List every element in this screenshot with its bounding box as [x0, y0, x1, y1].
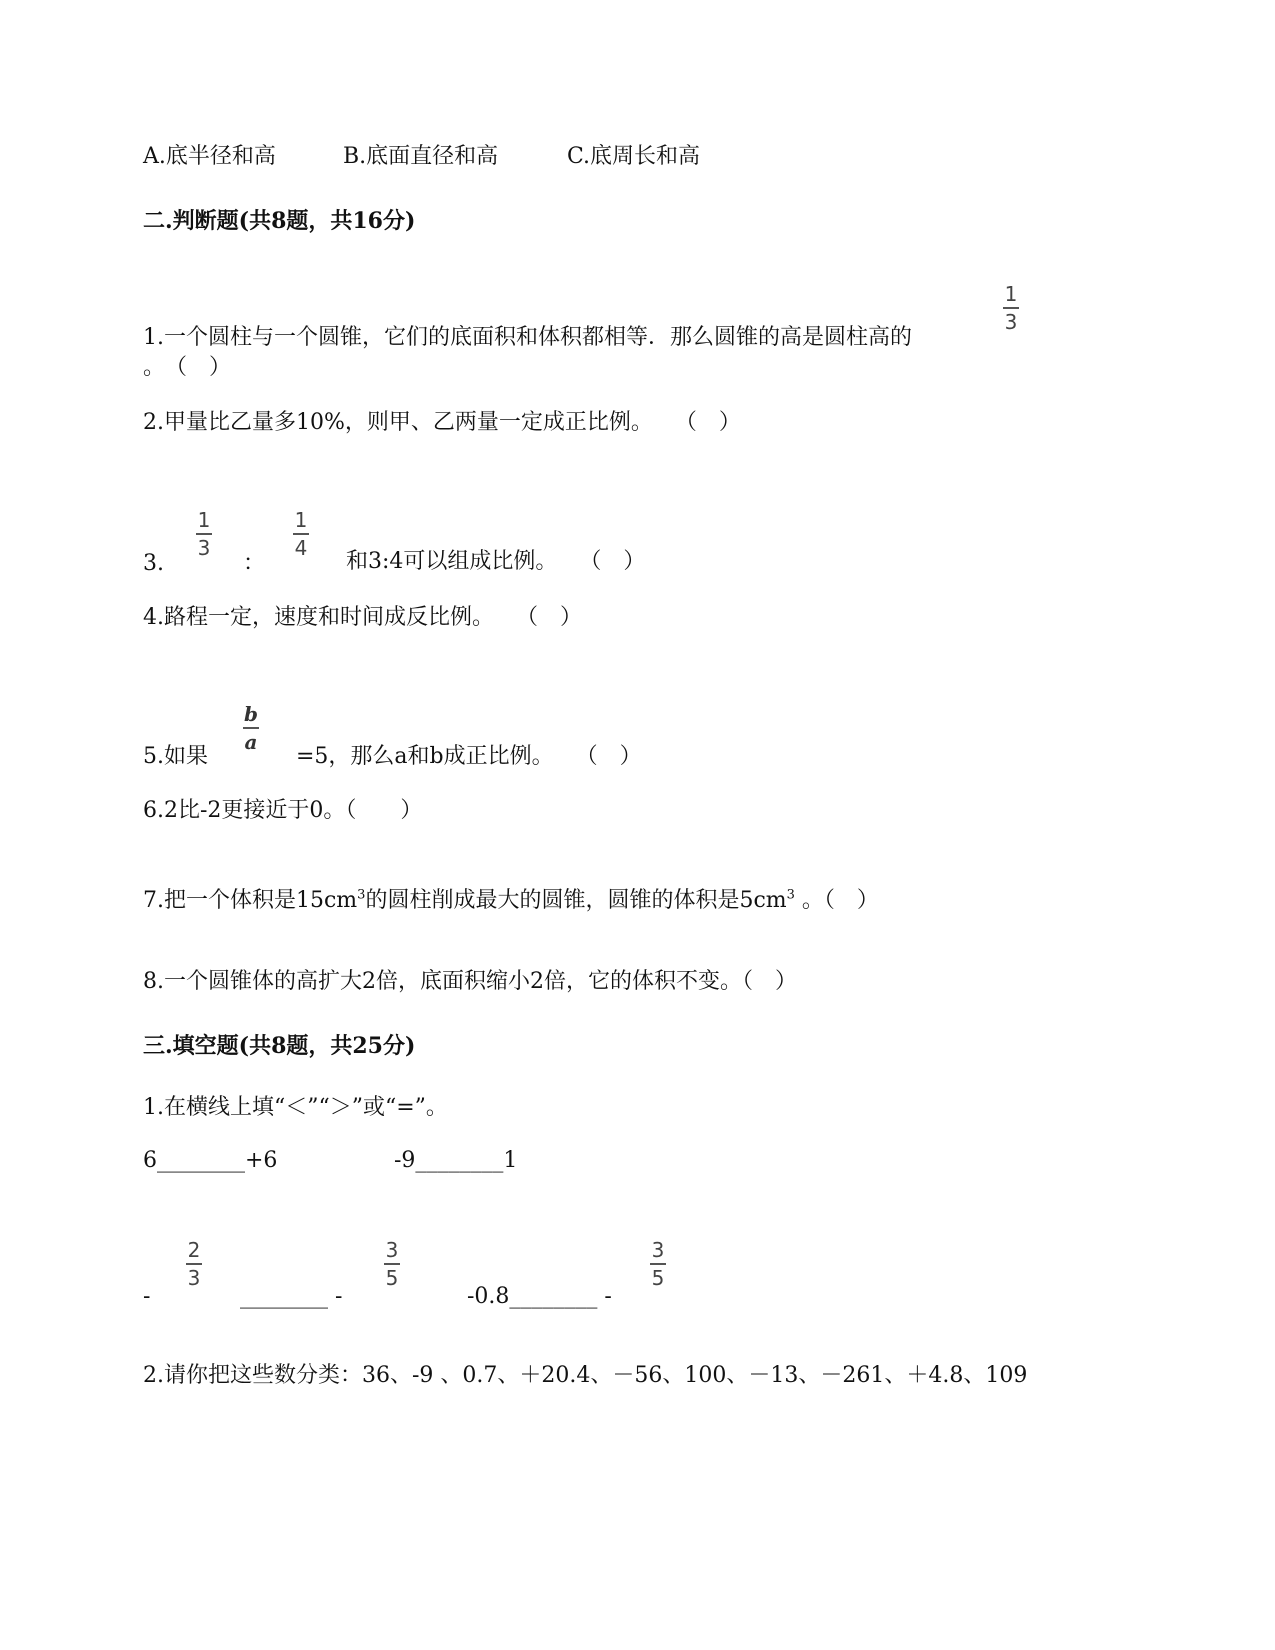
option-b: B.底面直径和高 [343, 144, 499, 169]
fraction-denominator: a [244, 729, 258, 754]
question-7-part2: 的圆柱削成最大的圆锥，圆锥的体积是5cm [365, 888, 787, 913]
fraction-denominator: 3 [187, 1265, 201, 1290]
judgement-question-5-prefix: 5.如果 [143, 744, 208, 769]
fraction-numerator: 1 [294, 508, 308, 532]
option-a: A.底半径和高 [143, 144, 276, 169]
judgement-question-8: 8.一个圆锥体的高扩大2倍，底面积缩小2倍，它的体积不变。（ ） [143, 969, 797, 994]
fraction-bar [196, 533, 212, 535]
fraction-two-thirds [186, 1240, 202, 1288]
fraction-bar [243, 727, 259, 729]
section-heading-judgement: 二.判断题(共8题，共16分) [143, 208, 416, 234]
fraction-b-over-a [243, 704, 259, 752]
fraction-bar [650, 1263, 666, 1265]
question-7-part3: 。（ ） [794, 888, 879, 913]
fraction-numerator: 3 [385, 1238, 399, 1262]
fraction-three-fifths [384, 1240, 400, 1288]
fill-row2-blank: ________ - [240, 1284, 343, 1309]
judgement-question-4: 4.路程一定，速度和时间成反比例。 （ ） [143, 605, 582, 630]
fill-question-1: 1.在横线上填“＜”“＞”或“=”。 [143, 1095, 448, 1120]
fraction-bar [384, 1263, 400, 1265]
fraction-denominator: 3 [1004, 309, 1018, 334]
fraction-numerator: 3 [651, 1238, 665, 1262]
fraction-bar [186, 1263, 202, 1265]
fraction-one-third [196, 510, 212, 558]
judgement-question-5-suffix: =5，那么a和b成正比例。 （ ） [296, 744, 642, 769]
fill-question-2: 2.请你把这些数分类：36、-9 、0.7、＋20.4、－56、100、－13、－261、＋4.8、109 [143, 1363, 1028, 1388]
fraction-numerator: 2 [187, 1238, 201, 1262]
fraction-denominator: 3 [197, 535, 211, 560]
fraction-denominator: 5 [385, 1265, 399, 1290]
judgement-question-2: 2.甲量比乙量多10%，则甲、乙两量一定成正比例。 （ ） [143, 410, 741, 435]
fraction-three-fifths [650, 1240, 666, 1288]
judgement-question-3-prefix: 3. [143, 551, 164, 576]
fraction-bar [293, 533, 309, 535]
judgement-question-3-suffix: 和3:4可以组成比例。 （ ） [346, 549, 646, 574]
fraction-denominator: 4 [294, 535, 308, 560]
ratio-colon: ： [243, 551, 266, 576]
fraction-bar [1003, 307, 1019, 309]
judgement-question-1: 1.一个圆柱与一个圆锥，它们的底面积和体积都相等．那么圆锥的高是圆柱高的 [143, 325, 912, 350]
fraction-numerator: 1 [197, 508, 211, 532]
judgement-question-1-cont: 。 （ ） [143, 355, 232, 380]
superscript-3: 3 [786, 887, 795, 903]
superscript-3: 3 [357, 887, 366, 903]
fraction-one-third [1003, 284, 1019, 332]
fill-row2-minus: - [143, 1284, 151, 1309]
section-heading-fill-blank: 三.填空题(共8题，共25分) [143, 1033, 416, 1059]
question-7-part1: 7.把一个体积是15cm [143, 888, 358, 913]
fraction-one-quarter [293, 510, 309, 558]
option-c: C.底周长和高 [567, 144, 701, 169]
fraction-numerator: b [244, 702, 258, 726]
fill-row1-left: 6________+6 [143, 1148, 278, 1173]
fraction-denominator: 5 [651, 1265, 665, 1290]
judgement-question-7 [143, 887, 879, 913]
fill-row2-mid: -0.8________ - [467, 1284, 612, 1309]
judgement-question-6: 6.2比-2更接近于0。（ ） [143, 798, 423, 823]
fill-row1-right: -9________1 [394, 1148, 518, 1173]
fraction-numerator: 1 [1004, 282, 1018, 306]
